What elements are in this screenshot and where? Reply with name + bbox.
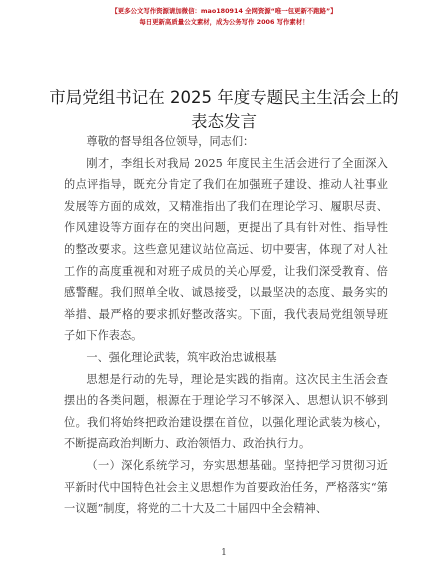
subsection-1	[64, 455, 388, 520]
document-title	[0, 86, 448, 134]
title-line-1: 市局党组书记在 2025 年度专题民主生活会上的	[49, 88, 399, 107]
salutation: 尊敬的督导组各位领导，同志们：	[86, 135, 255, 148]
title-line-2: 表态发言	[191, 112, 257, 131]
subsection-1-lead: （一）深化系统学习，夯实思想基础。	[86, 458, 284, 472]
banner-line-1: 【更多公文写作资源请加微信：mao180914 全网资源“唯一包更新不跑路”】	[111, 7, 337, 15]
paragraph-section-1: 思想是行动的先导，理论是实践的指南。这次民主生活会查摆出的各类问题，根源在于理论学习不够深入、思想认识不够到位。我们将始终把政治建设摆在首位，以强化理论武装为核心，不断提高政治判断力、政治领悟力、政治执行力。	[64, 372, 388, 451]
page-number: 1	[221, 548, 227, 558]
paragraph-intro: 刚才，李组长对我局 2025 年度民主生活会进行了全面深入的点评指导，既充分肯定了我们在加强班子建设、推动人社事业发展等方面的成效，又精准指出了我们在理论学习、履职尽责、作风建设等方面存在的突出问题，更提出了具有针对性、指导性的整改要求。这些意见建议站位高远、切中要害，体现了对人社工作的高度重视和对班子成员的关心厚爱，让我们深受教育、倍感警醒。我们照单全收、诚恳接受，以最坚决的态度、最务实的举措、最严格的要求抓好整改落实。下面，我代表局党组领导班子如下作表态。	[64, 156, 388, 343]
section-heading-1: 一、强化理论武装，筑牢政治忠诚根基	[86, 350, 277, 364]
banner-line-2: 每日更新高质量公文素材，成为公务写作 2006 写作素材！	[139, 18, 309, 26]
subsection-1-text: 坚持把学习贯彻习近平新时代中国特色社会主义思想作为首要政治任务，严格落实“第一议题”制度，将党的二十大及二十届四中全会精神、	[64, 458, 388, 516]
document-body	[64, 131, 388, 520]
promo-banner	[0, 6, 448, 28]
